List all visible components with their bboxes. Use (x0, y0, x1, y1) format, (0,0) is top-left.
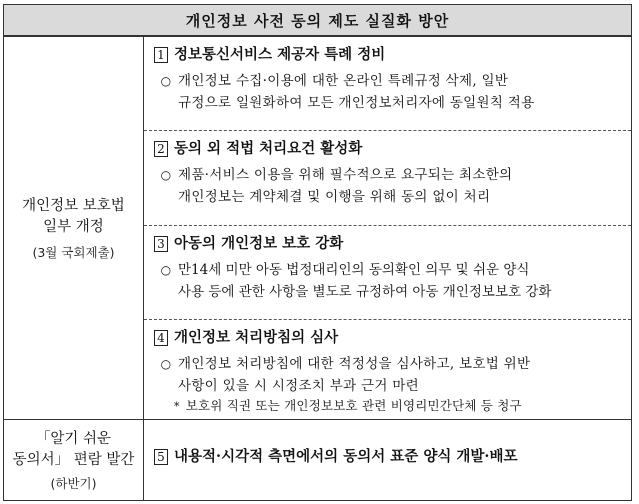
item-4-bullet (154, 353, 623, 397)
item-2-bullet-line2: 개인정보는 계약체결 및 이행을 위해 동의 없이 처리 (178, 189, 491, 205)
item-1-bullet-line1: 개인정보 수집·이용에 대한 온라인 특례규정 삭제, 일반 (178, 73, 509, 89)
item-2-heading (154, 139, 623, 159)
item-1-heading (154, 45, 623, 65)
item-3-bullet-line2: 사용 등에 관한 사항을 별도로 규정하여 아동 개인정보보호 강화 (178, 284, 552, 300)
item-2-bullet-line1: 제품·서비스 이용을 위해 필수적으로 요구되는 최소한의 (178, 167, 513, 183)
group1-label-sub: (3월 국회제출) (32, 244, 115, 260)
circle-bullet-icon: ○ (160, 357, 172, 371)
item-3-bullet-line1: 만14세 미만 아동 법정대리인의 동의확인 의무 및 쉬운 양식 (178, 262, 530, 278)
item-5-heading (154, 447, 518, 467)
item-4 (144, 322, 631, 418)
item-3-heading (154, 234, 623, 254)
item-2-number-box: 2 (154, 141, 168, 157)
circle-bullet-icon: ○ (160, 263, 172, 277)
item-3-heading-text: 아동의 개인정보 보호 강화 (174, 235, 344, 252)
group2-label-sub: (하반기) (50, 475, 97, 491)
item-4-footnote (174, 397, 623, 416)
group1-label-cell (4, 37, 144, 419)
item-2 (144, 133, 631, 223)
circle-bullet-icon: ○ (160, 168, 172, 182)
item-1-bullet (154, 70, 623, 114)
item-5-heading-text: 내용적·시각적 측면에서의 동의서 표준 양식 개발·배포 (174, 448, 518, 465)
table-title: 개인정보 사전 동의 제도 실질화 방안 (4, 5, 631, 37)
group1-label-line2: 일부 개정 (43, 218, 104, 235)
item-4-footnote-text: 보호위 직권 또는 개인정보보호 관련 비영리민간단체 등 청구 (185, 398, 522, 413)
item-5 (144, 420, 631, 500)
item-1-heading-text: 정보통신서비스 제공자 특례 정비 (174, 46, 386, 63)
group2-label-line1: 「알기 쉬운 (35, 430, 112, 447)
group2-label-line2: 동의서」 편람 발간 (12, 451, 135, 468)
item-4-heading-text: 개인정보 처리방침의 심사 (174, 329, 339, 346)
item-1-number-box: 1 (154, 47, 168, 63)
item-4-number-box: 4 (154, 330, 168, 346)
item-divider (144, 319, 631, 320)
group1-label-line1: 개인정보 보호법 (22, 197, 125, 214)
item-3-bullet (154, 259, 623, 303)
item-1-bullet-line2: 규정으로 일원화하여 모든 개인정보처리자에 동일원칙 적용 (178, 95, 535, 111)
circle-bullet-icon: ○ (160, 74, 172, 88)
item-3-number-box: 3 (154, 236, 168, 252)
policy-table (3, 4, 632, 501)
item-1 (144, 39, 631, 129)
item-4-bullet-line2: 사항이 있을 시 시정조치 부과 근거 마련 (178, 378, 420, 394)
item-2-heading-text: 동의 외 적법 처리요건 활성화 (174, 140, 363, 157)
item-4-heading (154, 328, 623, 348)
group2-label-cell (4, 420, 144, 500)
asterisk-icon: * (174, 400, 180, 413)
item-4-bullet-line1: 개인정보 처리방침에 대한 적정성을 심사하고, 보호법 위반 (178, 356, 531, 372)
item-3 (144, 228, 631, 318)
item-divider (144, 225, 631, 226)
item-2-bullet (154, 164, 623, 208)
item-5-number-box: 5 (154, 449, 168, 465)
item-divider (144, 130, 631, 131)
